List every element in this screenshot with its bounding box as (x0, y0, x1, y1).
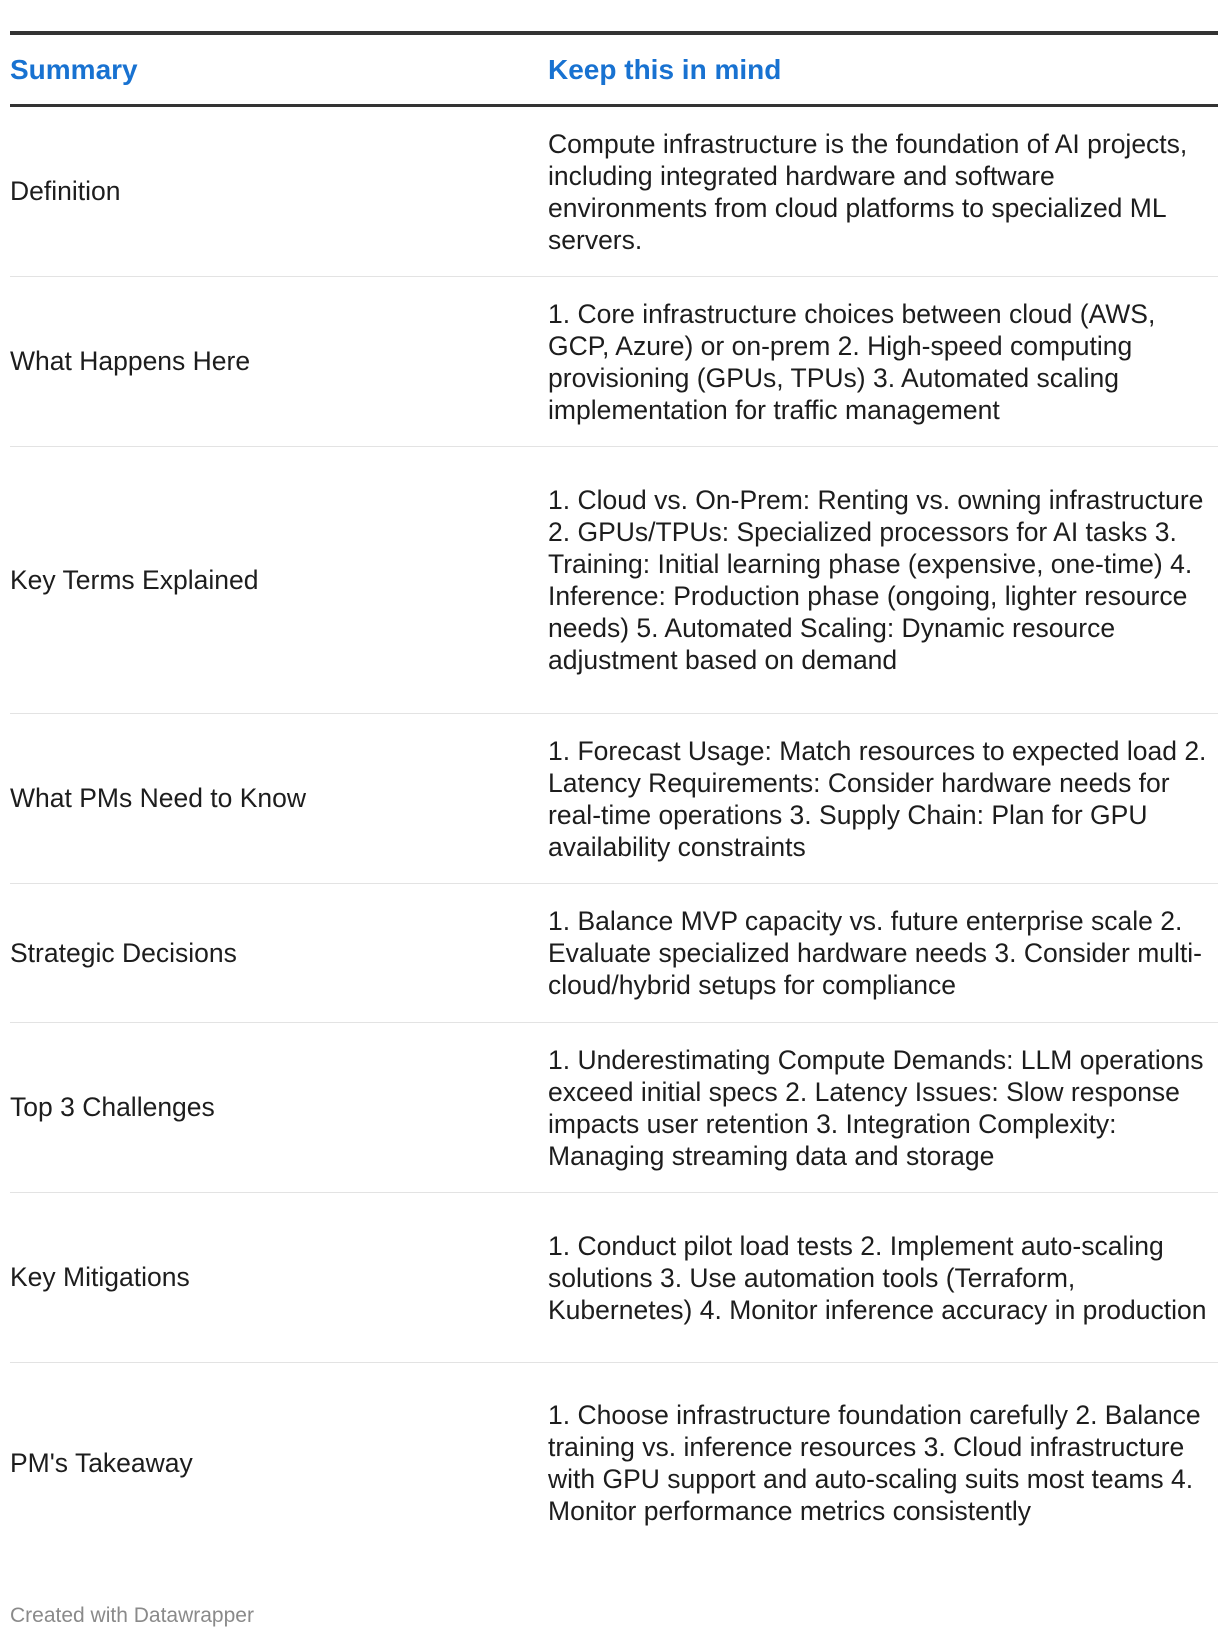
table-row (10, 447, 1218, 714)
row-text: 1. Underestimating Compute Demands: LLM operations exceed initial specs 2. Latency Issues: Slow response impacts user retention 3. Integration Complexity: Managing streaming data and storage (548, 1044, 1204, 1171)
row-label: Definition (10, 176, 121, 206)
row-text: 1. Choose infrastructure foundation carefully 2. Balance training vs. inference resources 3. Cloud infrastructure with GPU support and auto-scaling suits most teams 4. Monitor performance metrics consistently (548, 1400, 1201, 1526)
row-label: What PMs Need to Know (10, 783, 307, 813)
row-text: 1. Conduct pilot load tests 2. Implement auto-scaling solutions 3. Use automation tools (Terraform, Kubernetes) 4. Monitor inference accuracy in production (548, 1230, 1207, 1325)
row-label: Key Terms Explained (10, 564, 259, 595)
row-label: What Happens Here (10, 346, 251, 376)
row-text: 1. Cloud vs. On-Prem: Renting vs. owning infrastructure 2. GPUs/TPUs: Specialized processors for AI tasks 3. Training: Initial learning phase (expensive, one-time) 4. Inference: Production phase (ongoing, lighter resource needs) 5. Automated Scaling: Dynamic resource adjustment based on demand (548, 485, 1204, 675)
row-text: 1. Balance MVP capacity vs. future enterprise scale 2. Evaluate specialized hardware needs 3. Consider multi-cloud/hybrid setups for compliance (548, 906, 1203, 1000)
row-text: 1. Core infrastructure choices between cloud (AWS, GCP, Azure) or on-prem 2. High-speed computing provisioning (GPUs, TPUs) 3. Automated scaling implementation for traffic management (548, 298, 1156, 425)
datawrapper-credit: Created with Datawrapper (10, 1604, 254, 1627)
table-header (10, 35, 1218, 107)
row-label: Key Mitigations (10, 1262, 190, 1292)
table-row (10, 1193, 1218, 1363)
row-label: Strategic Decisions (10, 937, 237, 968)
table-row (10, 1023, 1218, 1193)
table-row (10, 884, 1218, 1023)
row-text: Compute infrastructure is the foundation of AI projects, including integrated hardware and software environments from cloud platforms to specialized ML servers. (548, 128, 1188, 255)
summary-table (10, 31, 1218, 1563)
header-summary: Summary (10, 53, 138, 85)
table-row (10, 107, 1218, 277)
header-keep-in-mind: Keep this in mind (548, 53, 782, 85)
table-row (10, 277, 1218, 447)
table-row (10, 1363, 1218, 1563)
row-label: PM's Takeaway (10, 1447, 193, 1478)
row-text: 1. Forecast Usage: Match resources to expected load 2. Latency Requirements: Consider hardware needs for real-time operations 3. Supply Chain: Plan for GPU availability constraints (548, 735, 1207, 862)
table-row (10, 714, 1218, 884)
row-label: Top 3 Challenges (10, 1092, 215, 1122)
